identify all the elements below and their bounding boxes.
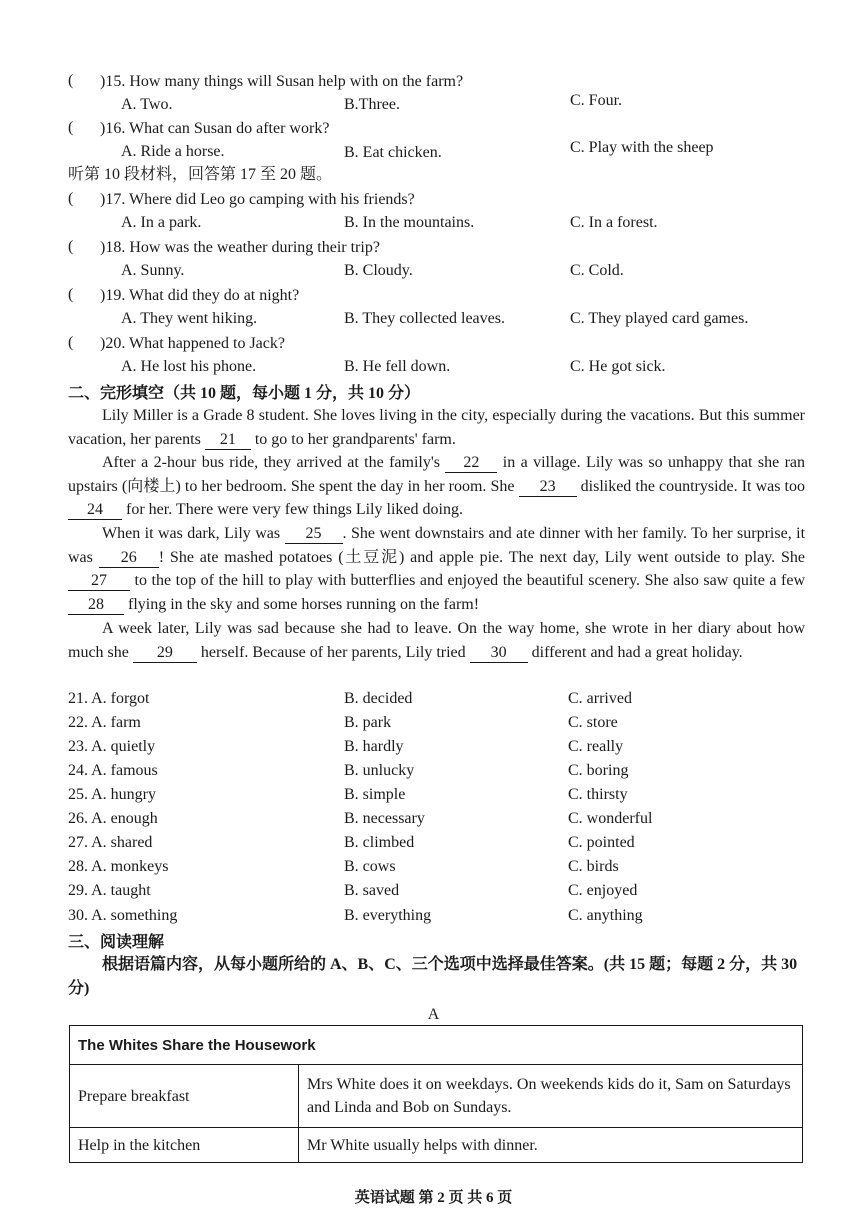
answer-paren: (	[68, 286, 74, 303]
cloze-option-b: B. unlucky	[344, 762, 415, 779]
option-a: A. They went hiking.	[121, 310, 258, 327]
option-b: B. Eat chicken.	[344, 144, 442, 161]
option-b: B. He fell down.	[344, 358, 451, 375]
option-a: A. Ride a horse.	[121, 143, 225, 160]
option-b: B.Three.	[344, 96, 400, 113]
question-number: )15.	[100, 73, 126, 90]
option-a: A. Sunny.	[121, 262, 185, 279]
housework-table	[69, 1025, 803, 1163]
cloze-option-b: B. simple	[344, 786, 406, 803]
cloze-option-a: 27. A. shared	[68, 834, 153, 851]
option-c: C. Cold.	[570, 262, 624, 279]
cloze-option-c: C. really	[568, 738, 624, 755]
answer-paren: (	[68, 190, 74, 207]
option-c: C. They played card games.	[570, 310, 749, 327]
question-number: )17.	[100, 191, 126, 208]
cloze-option-b: B. necessary	[344, 810, 425, 827]
question-17	[100, 190, 415, 210]
cloze-paragraph-1: Lily Miller is a Grade 8 student. She loves living in the city, especially during the vacations. But this summer vacation, her parents 21 to go to her grandparents' farm.	[68, 407, 805, 448]
cloze-option-a: 22. A. farm	[68, 714, 141, 731]
cloze-option-c: C. boring	[568, 762, 629, 779]
question-number: )19.	[100, 287, 126, 304]
cloze-paragraph-4: A week later, Lily was sad because she had to leave. On the way home, she wrote in her diary about how much she 29 herself. Because of her parents, Lily tried 30 different and had a great holiday.	[68, 620, 805, 661]
table-row	[70, 1128, 803, 1163]
option-c: C. Four.	[570, 92, 623, 109]
table-title: The Whites Share the Housework	[70, 1026, 803, 1065]
question-text: Where did Leo go camping with his friends?	[129, 191, 415, 208]
question-text: What did they do at night?	[129, 287, 300, 304]
page-footer: 英语试题 第 2 页 共 6 页	[354, 1190, 513, 1206]
blank-23[interactable]: 23	[519, 478, 577, 497]
blank-28[interactable]: 28	[68, 596, 124, 615]
cloze-option-c: C. store	[568, 714, 618, 731]
blank-26[interactable]: 26	[99, 549, 159, 568]
question-number: )16.	[100, 120, 126, 137]
blank-22[interactable]: 22	[445, 454, 497, 473]
cloze-option-a: 30. A. something	[68, 907, 178, 924]
question-text: How was the weather during their trip?	[129, 239, 380, 256]
option-b: B. They collected leaves.	[344, 310, 505, 327]
detail-cell: Mr White usually helps with dinner.	[299, 1128, 803, 1163]
question-18	[100, 238, 380, 258]
cloze-option-c: C. thirsty	[568, 786, 628, 803]
listening-instruction: 听第 10 段材料，回答第 17 至 20 题。	[68, 166, 333, 183]
task-cell: Help in the kitchen	[70, 1128, 299, 1163]
cloze-option-a: 21. A. forgot	[68, 690, 150, 707]
question-text: What happened to Jack?	[129, 335, 285, 352]
cloze-option-a: 26. A. enough	[68, 810, 158, 827]
option-b: B. Cloudy.	[344, 262, 413, 279]
option-a: A. In a park.	[121, 214, 202, 231]
table-row	[70, 1065, 803, 1128]
option-c: C. In a forest.	[570, 214, 658, 231]
cloze-option-c: C. enjoyed	[568, 882, 638, 899]
option-c: C. Play with the sheep	[570, 139, 714, 156]
blank-27[interactable]: 27	[68, 572, 130, 591]
cloze-option-a: 29. A. taught	[68, 882, 151, 899]
cloze-option-b: B. cows	[344, 858, 396, 875]
reading-heading: 三、阅读理解	[68, 934, 165, 951]
question-15	[100, 72, 463, 92]
question-19	[100, 286, 299, 306]
cloze-option-c: C. birds	[568, 858, 619, 875]
cloze-paragraph-3: When it was dark, Lily was 25 . She went downstairs and ate dinner with her family. To her surprise, it was 26 ! She ate mashed potatoes (土豆泥) and apple pie. The next day, Lily went outside to play. She 27 to the top of the hill to play with butterflies and enjoyed the beautiful scenery. She also saw quite a few 28 flying in the sky and some horses running on the farm!	[68, 525, 806, 613]
option-a: A. He lost his phone.	[121, 358, 257, 375]
cloze-option-c: C. wonderful	[568, 810, 653, 827]
answer-paren: (	[68, 334, 74, 351]
cloze-option-b: B. hardly	[344, 738, 404, 755]
cloze-option-c: C. pointed	[568, 834, 635, 851]
blank-24[interactable]: 24	[68, 501, 122, 520]
question-number: )18.	[100, 239, 126, 256]
option-c: C. He got sick.	[570, 358, 666, 375]
cloze-paragraph-2: After a 2-hour bus ride, they arrived at the family's 22 in a village. Lily was so unhappy that she ran upstairs (向楼上) to her bedroom. She spent the day in her room. She 23 disliked the countryside. It was too 24 for her. There were very few things Lily liked doing.	[68, 454, 806, 518]
cloze-option-b: B. saved	[344, 882, 400, 899]
blank-30[interactable]: 30	[470, 644, 528, 663]
reading-instruction: 根据语篇内容，从每小题所给的 A、B、C、三个选项中选择最佳答案。(共 15 题；每题 2 分，共 30 分)	[68, 956, 798, 997]
answer-paren: (	[68, 238, 74, 255]
task-cell: Prepare breakfast	[70, 1065, 299, 1128]
question-number: )20.	[100, 335, 126, 352]
option-a: A. Two.	[121, 96, 173, 113]
answer-paren: (	[68, 119, 74, 136]
answer-paren: (	[68, 72, 74, 89]
detail-cell: Mrs White does it on weekdays. On weekends kids do it, Sam on Saturdays and Linda and Bob on Sundays.	[299, 1065, 803, 1128]
cloze-option-a: 28. A. monkeys	[68, 858, 169, 875]
question-text: What can Susan do after work?	[129, 120, 330, 137]
question-text: How many things will Susan help with on the farm?	[129, 73, 464, 90]
blank-29[interactable]: 29	[133, 644, 197, 663]
passage-label: A	[427, 1006, 440, 1023]
cloze-option-c: C. arrived	[568, 690, 632, 707]
cloze-option-b: B. park	[344, 714, 392, 731]
blank-21[interactable]: 21	[205, 431, 251, 450]
cloze-option-c: C. anything	[568, 907, 643, 924]
cloze-heading: 二、完形填空（共 10 题，每小题 1 分，共 10 分）	[68, 385, 421, 402]
cloze-option-b: B. decided	[344, 690, 413, 707]
question-20	[100, 334, 285, 354]
cloze-option-b: B. everything	[344, 907, 432, 924]
option-b: B. In the mountains.	[344, 214, 475, 231]
blank-25[interactable]: 25	[285, 525, 343, 544]
cloze-option-b: B. climbed	[344, 834, 415, 851]
question-16	[100, 119, 329, 139]
cloze-option-a: 25. A. hungry	[68, 786, 156, 803]
cloze-option-a: 23. A. quietly	[68, 738, 156, 755]
cloze-option-a: 24. A. famous	[68, 762, 158, 779]
